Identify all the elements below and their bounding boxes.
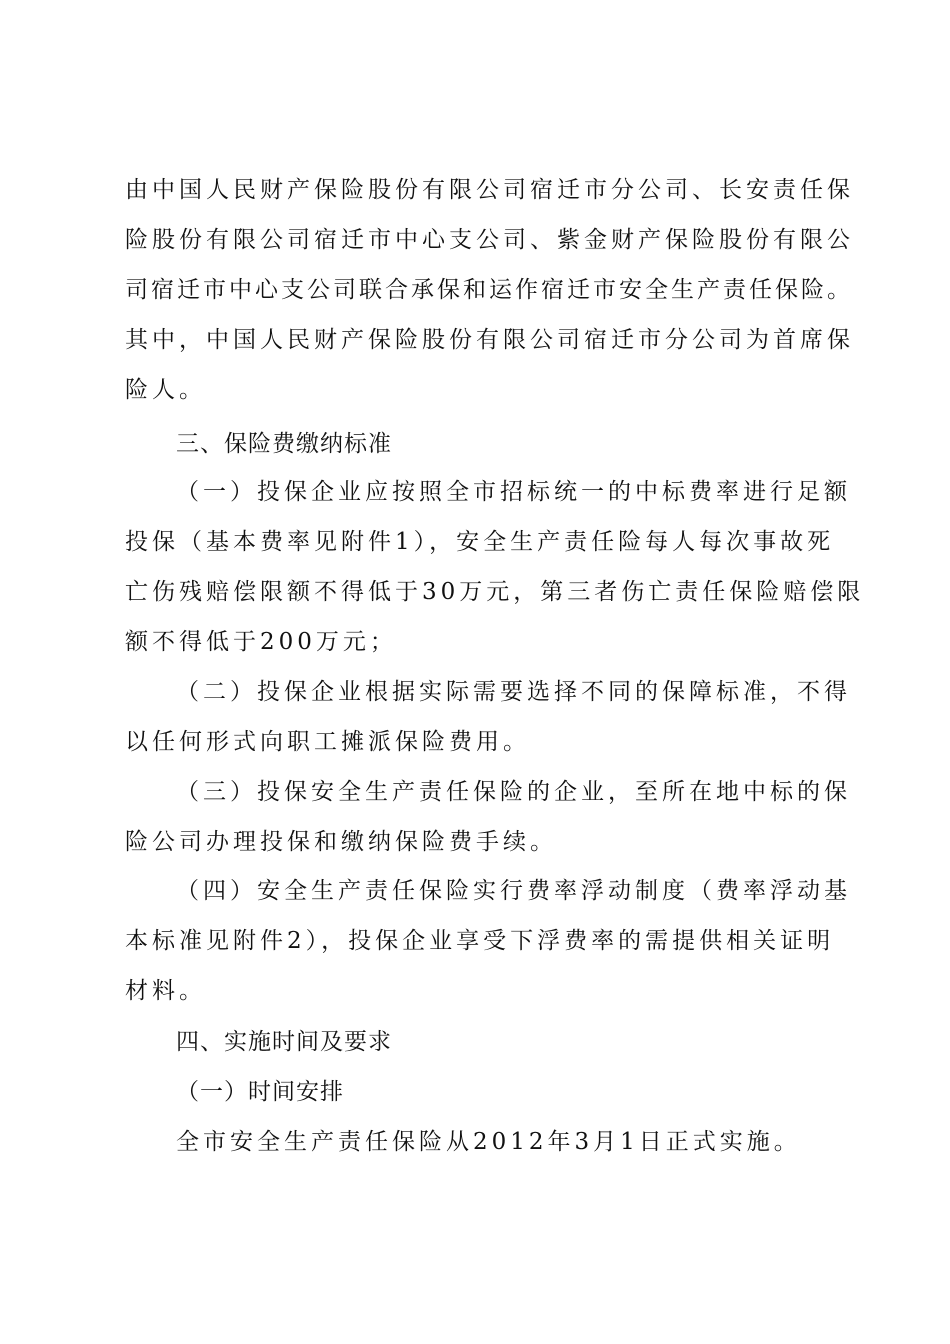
paragraph-line: （一）投保企业应按照全市招标统一的中标费率进行足额	[176, 479, 851, 505]
paragraph-line: 材料。	[125, 978, 206, 1004]
section-heading-3: 三、保险费缴纳标准	[176, 431, 392, 457]
paragraph-line: 全市安全生产责任保险从2012年3月1日正式实施。	[176, 1129, 801, 1155]
paragraph-line: 险人。	[125, 377, 206, 403]
paragraph-line: 亡伤残赔偿限额不得低于30万元，第三者伤亡责任保险赔偿限	[125, 579, 865, 605]
paragraph-line: 司宿迁市中心支公司联合承保和运作宿迁市安全生产责任保险。	[125, 277, 853, 303]
paragraph-line: 额不得低于200万元；	[125, 629, 397, 655]
paragraph-line: 其中，中国人民财产保险股份有限公司宿迁市分公司为首席保	[125, 327, 854, 353]
subsection-heading: （一）时间安排	[176, 1079, 344, 1105]
section-heading-4: 四、实施时间及要求	[176, 1029, 392, 1055]
paragraph-line: 由中国人民财产保险股份有限公司宿迁市分公司、长安责任保	[125, 177, 854, 203]
paragraph-line: （四）安全生产责任保险实行费率浮动制度（费率浮动基	[176, 878, 851, 904]
paragraph-line: 本标准见附件2），投保企业享受下浮费率的需提供相关证明	[125, 928, 835, 954]
paragraph-line: （三）投保安全生产责任保险的企业，至所在地中标的保	[176, 779, 851, 805]
paragraph-line: （二）投保企业根据实际需要选择不同的保障标准，不得	[176, 679, 851, 705]
paragraph-line: 以任何形式向职工摊派保险费用。	[125, 729, 530, 755]
paragraph-line: 险公司办理投保和缴纳保险费手续。	[125, 829, 557, 855]
paragraph-line: 投保（基本费率见附件1），安全生产责任险每人每次事故死	[125, 529, 835, 555]
paragraph-line: 险股份有限公司宿迁市中心支公司、紫金财产保险股份有限公	[125, 227, 854, 253]
